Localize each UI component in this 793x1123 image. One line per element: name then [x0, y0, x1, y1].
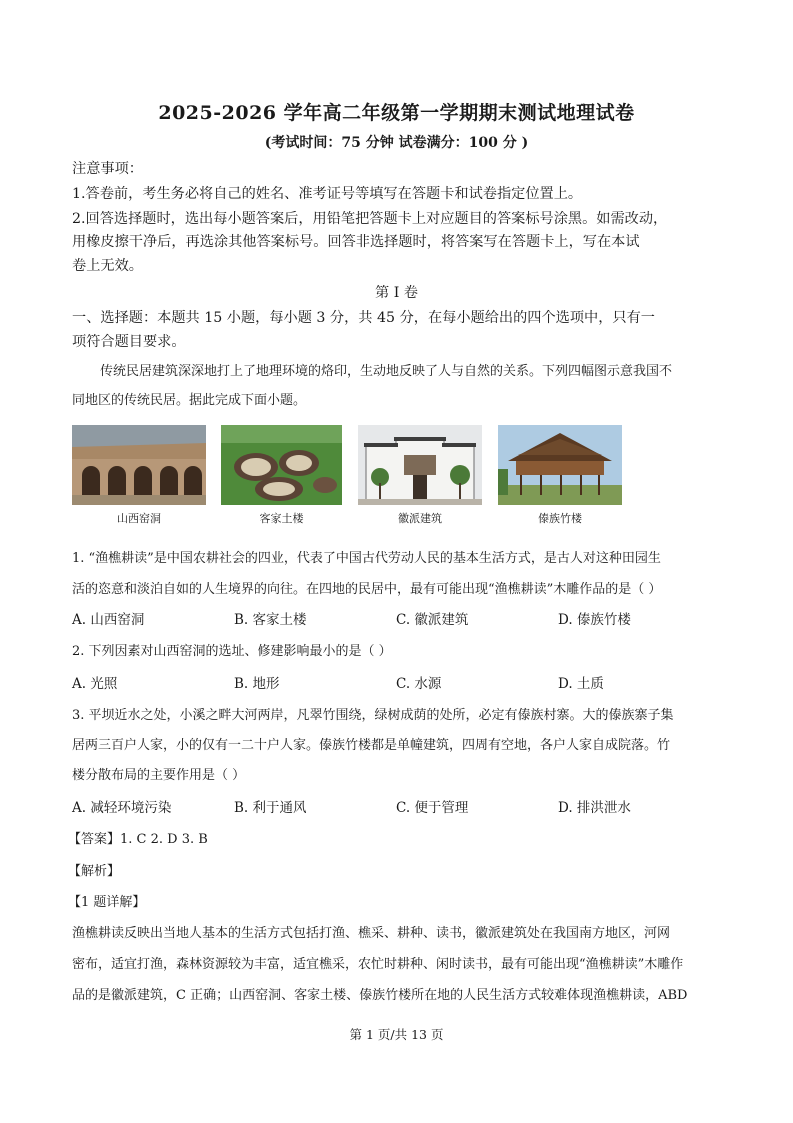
q2-line-1: 2. 下列因素对山西窑洞的选址、修建影响最小的是（ ）: [72, 644, 392, 659]
page-title: 2025-2026 学年高二年级第一学期期末测试地理试卷: [158, 102, 635, 124]
q3-line-1: 3. 平坝近水之处，小溪之畔大河两岸，凡翠竹围绕，绿树成荫的处所，必定有傣族村寨。大的傣族寨子集: [72, 708, 674, 723]
section-intro-2: 项符合题目要求。: [72, 334, 186, 350]
analysis-line-2: 密布，适宜打渔，森林资源较为丰富，适宜樵采，农忙时耕种、闲时读书，最有可能出现“渔樵耕读”木雕作: [72, 957, 684, 972]
notes-line-2c: 卷上无效。: [72, 258, 143, 274]
caption-hakka-tulou: 客家土楼: [259, 512, 304, 525]
q3-option-a[interactable]: A. 减轻环境污染: [72, 800, 172, 816]
analysis-line-3: 品的是徽派建筑，C 正确；山西窑洞、客家土楼、傣族竹楼所在地的人民生活方式较难体现渔樵耕读，ABD: [72, 988, 688, 1003]
photo-hakka-tulou: [221, 425, 342, 505]
q3-option-b[interactable]: B. 利于通风: [234, 800, 307, 816]
answer-label: 【答案】: [68, 832, 121, 847]
q3-option-d[interactable]: D. 排洪泄水: [558, 800, 631, 816]
passage-line-2: 同地区的传统民居。据此完成下面小题。: [72, 393, 307, 408]
photo-hui-architecture: [358, 425, 482, 505]
caption-dai-bamboo-house: 傣族竹楼: [538, 512, 582, 525]
section-title: 第 I 卷: [375, 285, 418, 301]
q1-option-d[interactable]: D. 傣族竹楼: [558, 612, 631, 628]
answer-row: [68, 828, 208, 847]
section-intro-1: 一、选择题：本题共 15 小题，每小题 3 分，共 45 分，在每小题给出的四个选项中，只有一: [72, 310, 655, 326]
q3-option-c[interactable]: C. 便于管理: [396, 800, 469, 816]
analysis-label: 【解析】: [68, 864, 121, 879]
q1-line-2: 活的恣意和淡泊自如的人生境界的向往。在四地的民居中，最有可能出现“渔樵耕读”木雕作品的是（ ）: [72, 582, 662, 597]
analysis-sub-1: 【1 题详解】: [68, 895, 146, 910]
page-footer: 第 1 页/共 13 页: [349, 1027, 444, 1042]
q3-line-3: 楼分散布局的主要作用是（ ）: [72, 768, 246, 783]
page-subtitle: (考试时间：75 分钟 试卷满分：100 分 ): [264, 135, 529, 151]
q1-option-b[interactable]: B. 客家土楼: [234, 612, 307, 628]
photo-cave-dwelling: [72, 425, 206, 505]
answer-values: 1. C 2. D 3. B: [120, 832, 208, 847]
q2-option-c[interactable]: C. 水源: [396, 676, 442, 692]
notes-heading: 注意事项：: [72, 161, 143, 177]
q1-option-a[interactable]: A. 山西窑洞: [72, 612, 145, 628]
analysis-line-1: 渔樵耕读反映出当地人基本的生活方式包括打渔、樵采、耕种、读书，徽派建筑处在我国南方地区，河网: [72, 926, 671, 941]
q2-option-d[interactable]: D. 土质: [558, 676, 604, 692]
q1-option-c[interactable]: C. 徽派建筑: [396, 612, 469, 628]
notes-line-1: 1.答卷前，考生务必将自己的姓名、准考证号等填写在答题卡和试卷指定位置上。: [72, 186, 583, 202]
q3-line-2: 居两三百户人家，小的仅有一二十户人家。傣族竹楼都是单幢建筑，四周有空地，各户人家自成院落。竹: [72, 738, 671, 753]
notes-line-2b: 用橡皮擦干净后，再选涂其他答案标号。回答非选择题时，将答案写在答题卡上，写在本试: [72, 234, 640, 250]
passage-line-1: 传统民居建筑深深地打上了地理环境的烙印，生动地反映了人与自然的关系。下列四幅图示意我国不: [100, 364, 673, 379]
photo-dai-bamboo-house: [498, 425, 622, 505]
q2-option-b[interactable]: B. 地形: [234, 676, 280, 692]
caption-hui-architecture: 徽派建筑: [398, 512, 442, 525]
caption-cave-dwelling: 山西窑洞: [117, 512, 161, 525]
q1-line-1: 1. “渔樵耕读”是中国农耕社会的四业，代表了中国古代劳动人民的基本生活方式，是古人对这种田园生: [72, 551, 661, 566]
notes-line-2a: 2.回答选择题时，选出每小题答案后，用铅笔把答题卡上对应题目的答案标号涂黑。如需改动，: [72, 211, 668, 227]
q2-option-a[interactable]: A. 光照: [72, 676, 118, 692]
